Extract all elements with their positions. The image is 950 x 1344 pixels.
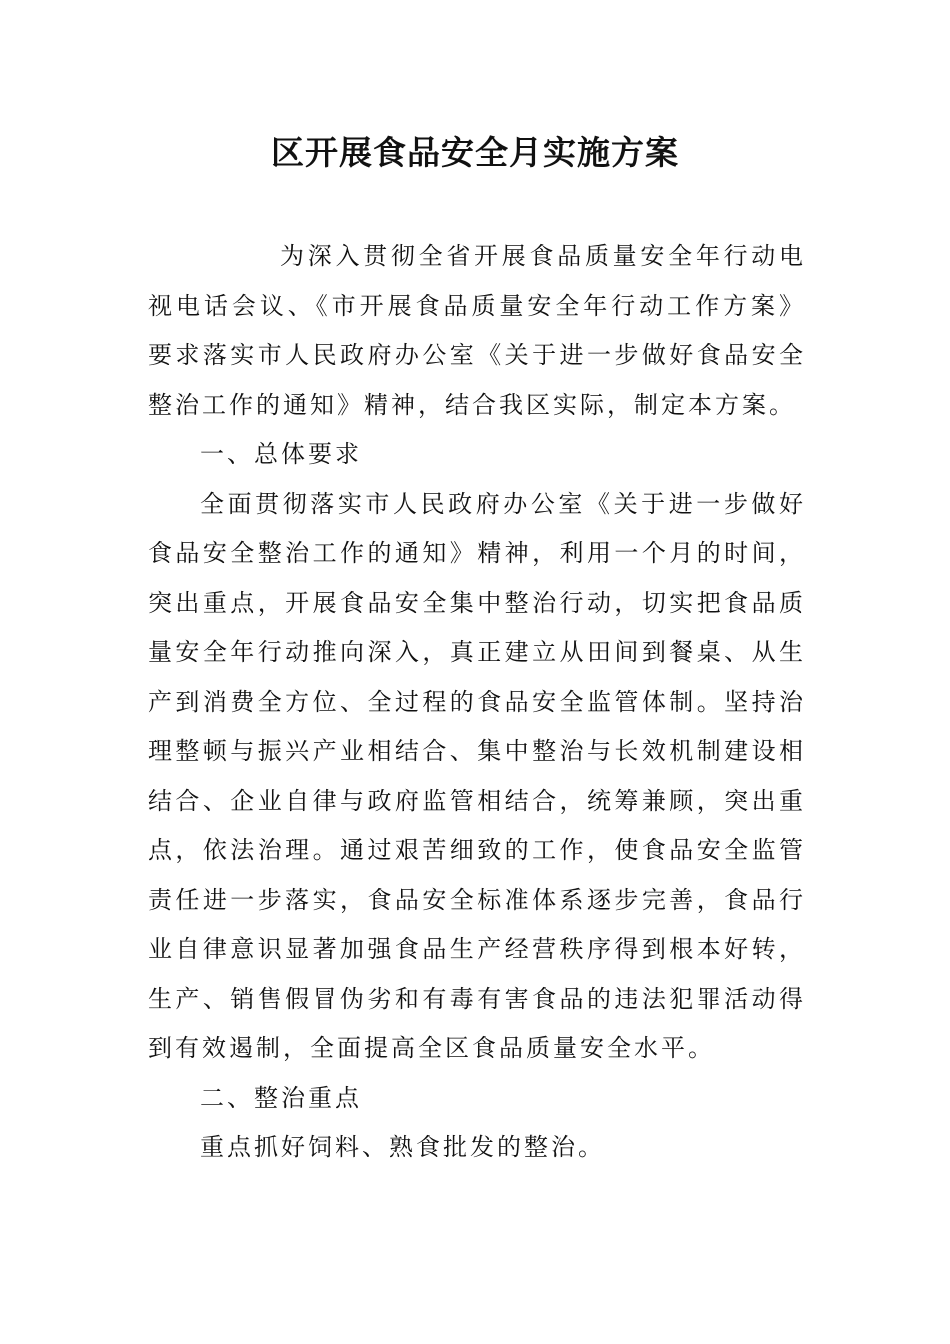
- intro-paragraph: 为深入贯彻全省开展食品质量安全年行动电视电话会议、《市开展食品质量安全年行动工作方案》要求落实市人民政府办公室《关于进一步做好食品安全整治工作的通知》精神，结合我区实际，制定本方案。: [148, 242, 806, 419]
- section-heading-key-rectification: 二、整治重点: [200, 1083, 362, 1112]
- general-requirements-paragraph: 全面贯彻落实市人民政府办公室《关于进一步做好食品安全整治工作的通知》精神，利用一个月的时间，突出重点，开展食品安全集中整治行动，切实把食品质量安全年行动推向深入，真正建立从田间到餐桌、从生产到消费全方位、全过程的食品安全监管体制。坚持治理整顿与振兴产业相结合、集中整治与长效机制建设相结合、企业自律与政府监管相结合，统筹兼顾，突出重点，依法治理。通过艰苦细致的工作，使食品安全监管责任进一步落实，食品安全标准体系逐步完善，食品行业自律意识显著加强食品生产经营秩序得到根本好转，生产、销售假冒伪劣和有毒有害食品的违法犯罪活动得到有效遏制，全面提高全区食品质量安全水平。: [148, 489, 806, 1062]
- document-title: 区开展食品安全月实施方案: [271, 133, 679, 172]
- key-rectification-paragraph: 重点抓好饲料、熟食批发的整治。: [200, 1133, 605, 1161]
- section-heading-general-requirements: 一、总体要求: [200, 440, 362, 468]
- document-body: [148, 232, 806, 1173]
